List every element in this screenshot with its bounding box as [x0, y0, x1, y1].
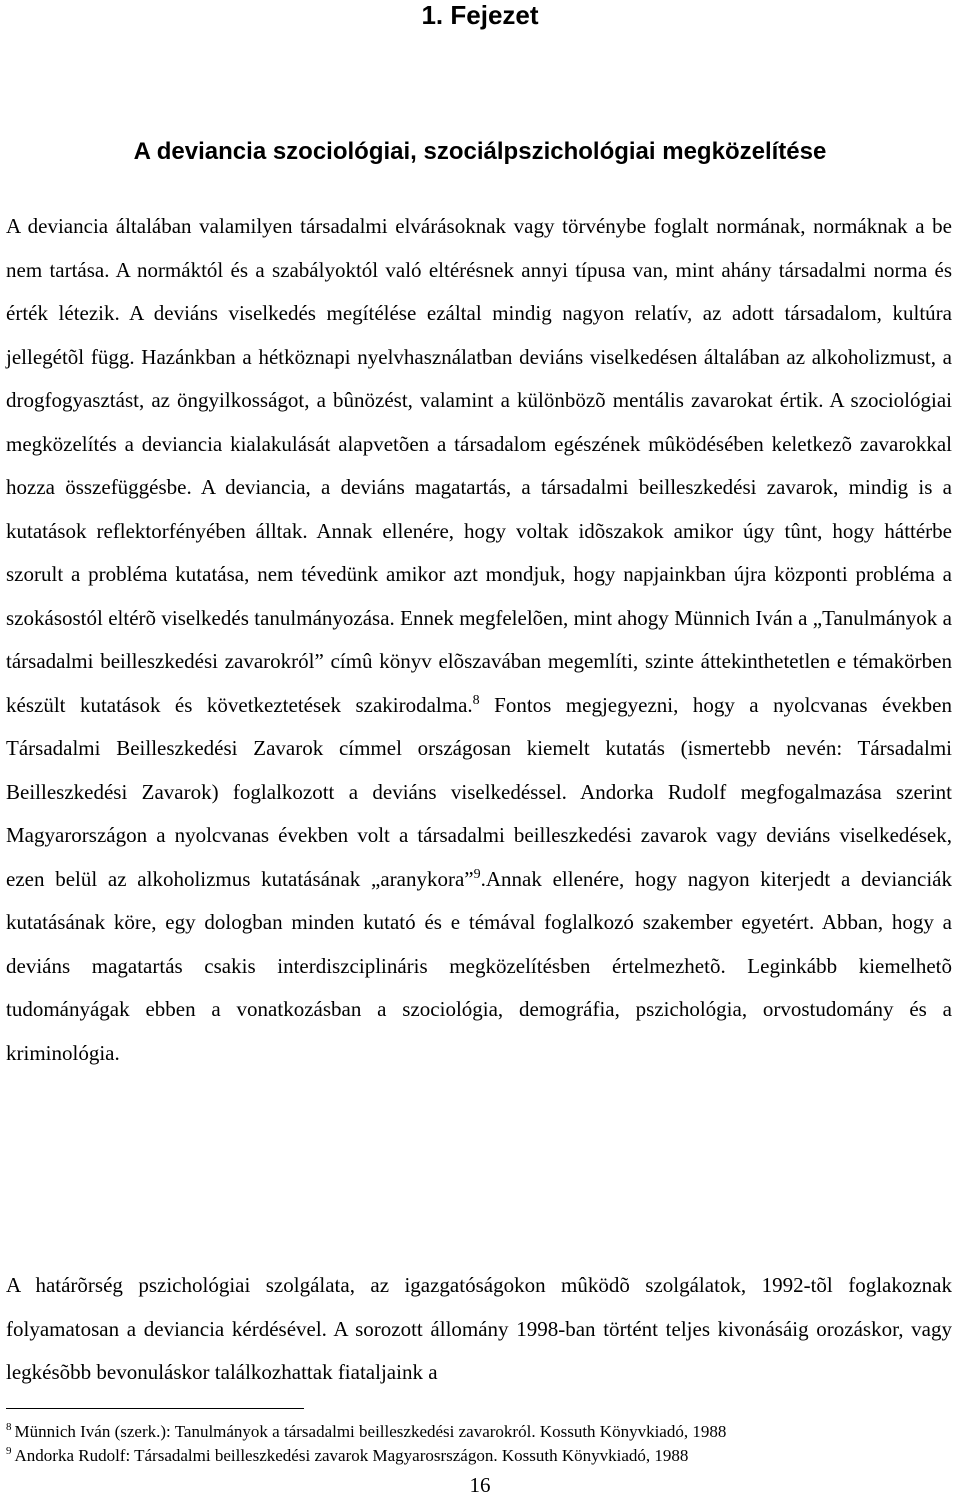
footnote-number: 9: [6, 1445, 12, 1458]
footnotes: [6, 1420, 952, 1468]
footnote-ref-8[interactable]: 8: [472, 692, 480, 708]
chapter-heading: 1. Fejezet: [421, 0, 539, 30]
paragraph-1-text: [6, 205, 952, 1075]
body-paragraph-2: [6, 1264, 952, 1395]
footnote-9: [6, 1444, 952, 1468]
page-number: 16: [469, 1473, 491, 1497]
footnote-ref-9[interactable]: 9: [473, 866, 481, 882]
section-title: A deviancia szociológiai, szociálpszichológiai megközelítése: [133, 138, 827, 165]
paragraph-1-part-3: .Annak ellenére, hogy nagyon kiterjedt a devianciák kutatásának köre, egy dologban minden kutató és e témával foglalkozó szakember egyetért. Abban, hogy a deviáns magatartás csakis interdiszciplináris megközelítésben értelmezhetõ. Leginkább kiemelhetõ tudományágak ebben a vonatkozásban a szociológia, demográfia, pszichológia, orvostudomány és a kriminológia.: [6, 866, 953, 1065]
footnote-number: 8: [6, 1421, 12, 1434]
footnote-divider: [6, 1408, 304, 1409]
body-paragraph-1: [6, 205, 952, 1075]
footnote-text: Münnich Iván (szerk.): Tanulmányok a társadalmi beilleszkedési zavarokról. Kossuth Könyvkiadó, 1988: [14, 1422, 727, 1441]
footnote-text: Andorka Rudolf: Társadalmi beilleszkedési zavarok Magyarosrszágon. Kossuth Könyvkiadó, 1988: [14, 1446, 689, 1465]
paragraph-1-part-1: A deviancia általában valamilyen társadalmi elvárásoknak vagy törvénybe foglalt normának, normáknak a be nem tartása. A normáktól és a szabályoktól való eltérésnek annyi típusa van, mint ahány társadalmi norma és érték létezik. A deviáns viselkedés megítélése ezáltal mindig nagyon relatív, az adott társadalom, kultúra jellegétõl függ. Hazánkban a hétköznapi nyelvhasználatban deviáns viselkedésen általában az alkoholizmust, a drogfogyasztást, az öngyilkosságot, a bûnözést, valamint a különbözõ mentális zavarokat értik. A szociológiai megközelítés a deviancia kialakulását alapvetõen a társadalom egészének mûködésében keletkezõ zavarokkal hozza összefüggésbe. A deviancia, a deviáns magatartás, a társadalmi beilleszkedési zavarok, mindig is a kutatások reflektorfényében álltak. Annak ellenére, hogy voltak idõszakok amikor úgy tûnt, hogy háttérbe szorult a probléma kutatása, nem tévedünk amikor azt mondjuk, hogy napjainkban újra központi probléma a szokásostól eltérõ viselkedés tanulmányozása. Ennek megfelelõen, mint ahogy Münnich Iván a „Tanulmányok a társadalmi beilleszkedési zavarokról” címû könyv elõszavában megemlíti, szinte áttekinthetetlen e témakörben készült kutatások és következtetések szakirodalma.: [6, 214, 952, 717]
paragraph-2-text: A határõrség pszichológiai szolgálata, az igazgatóságokon mûködõ szolgálatok, 1992-tõl foglakoznak folyamatosan a deviancia kérdésével. A sorozott állomány 1998-ban történt teljes kivonásáig orozáskor, vagy legkésõbb bevonuláskor találkozhattak fiataljaink a: [6, 1273, 952, 1384]
footnote-8: [6, 1420, 952, 1444]
paragraph-1-part-2: Fontos megjegyezni, hogy a nyolcvanas években Társadalmi Beilleszkedési Zavarok címmel országosan kiemelt kutatás (ismertebb nevén: Társadalmi Beilleszkedési Zavarok) foglalkozott a deviáns viselkedéssel. Andorka Rudolf megfogalmazása szerint Magyarországon a nyolcvanas években volt a társadalmi beilleszkedési zavarok vagy deviáns viselkedések, ezen belül az alkoholizmus kutatásának „aranykora”: [6, 692, 952, 891]
